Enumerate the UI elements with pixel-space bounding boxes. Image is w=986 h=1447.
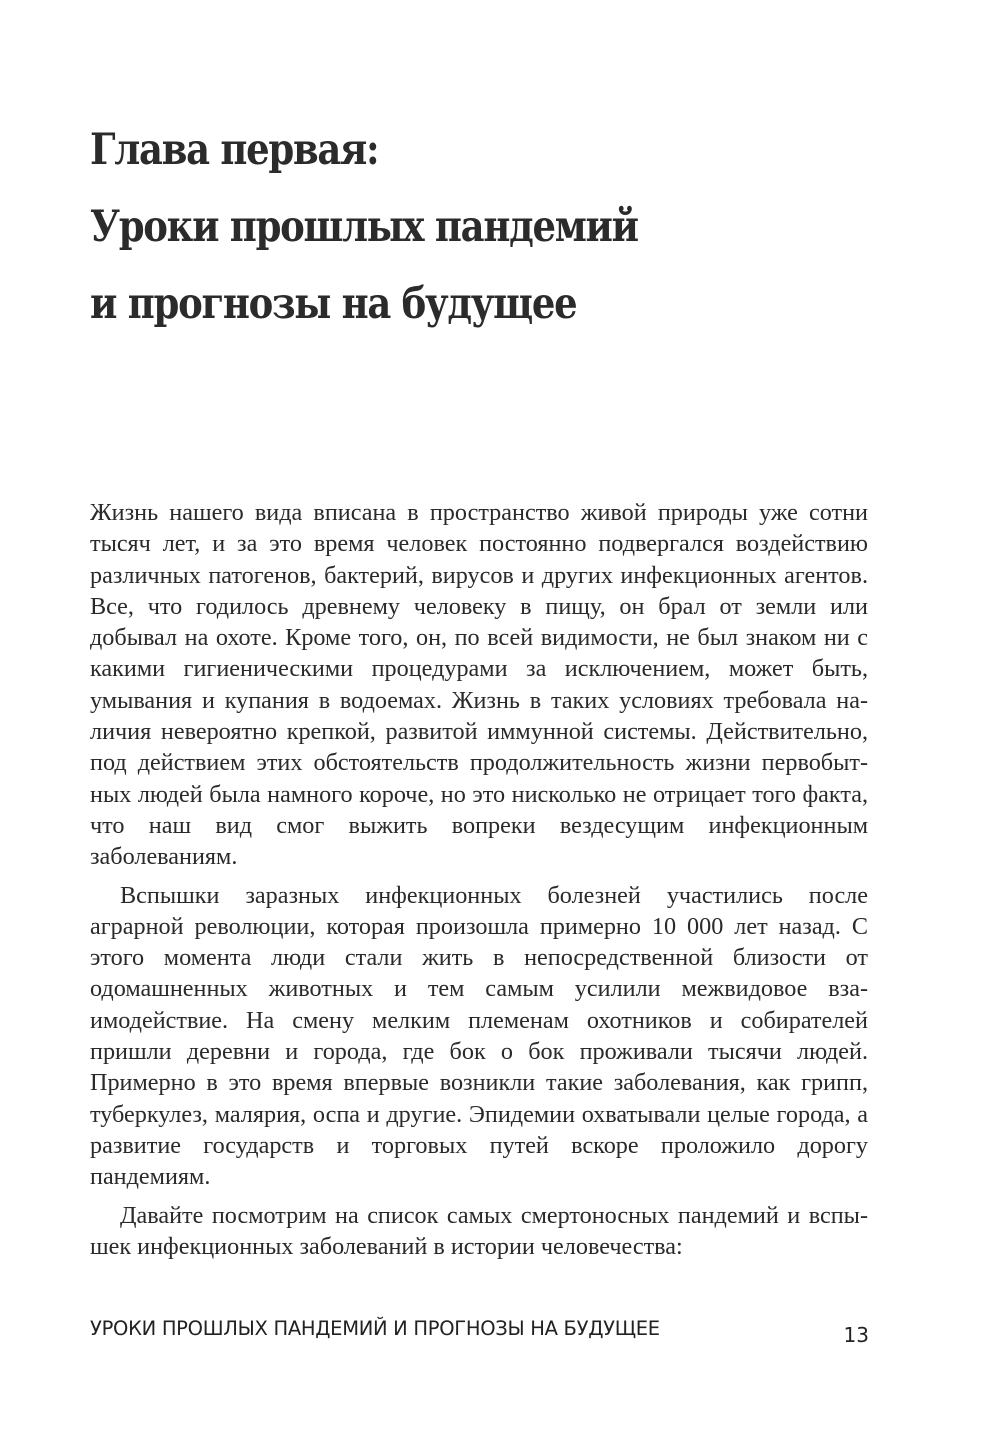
chapter-title <box>90 112 795 343</box>
running-footer-title: УРОКИ ПРОШЛЫХ ПАНДЕМИЙ И ПРОГНОЗЫ НА БУДУЩЕЕ <box>90 1317 660 1340</box>
chapter-title-line-1: Глава первая: <box>90 125 379 175</box>
paragraph-3: Давайте посмотрим на список самых смертоносных пандемий и вспышек инфекционных заболеваний в истории человечества: <box>90 1201 868 1260</box>
body-text <box>90 497 868 1262</box>
chapter-title-line-3: и прогнозы на будущее <box>90 279 577 329</box>
paragraph-2: Вспышки заразных инфекционных болезней участились после аграрной революции, которая произошла примерно 10 000 лет назад. С этого момента люди стали жить в непосредственной близости от одомашненных животных и тем самым усилили межвидовое взаимодействие. На смену мелким племенам охотников и собирателей пришли деревни и города, где бок о бок проживали тысячи людей. Примерно в это время впервые возникли такие заболевания, как грипп, туберкулез, малярия, оспа и другие. Эпидемии охватывали целые города, а развитие государств и торговых путей вскоре проложило дорогу пандемиям. <box>90 881 868 1191</box>
page-number: 13 <box>843 1323 869 1347</box>
paragraph-1: Жизнь нашего вида вписана в пространство живой природы уже сотни тысяч лет, и за это время человек постоянно подвергался воздействию различных патогенов, бактерий, вирусов и других инфекционных агентов. Все, что годилось древнему человеку в пищу, он брал от земли или добывал на охоте. Кроме того, он, по всей видимости, не был знаком ни с какими гигиеническими процедурами за исключением, может быть, умывания и купания в водоемах. Жизнь в таких условиях требовала наличия невероятно крепкой, развитой иммунной системы. Действительно, под действием этих обстоятельств продолжительность жизни первобытных людей была намного короче, но это нисколько не отрицает того факта, что наш вид смог выжить вопреки вездесущим инфекционным заболеваниям. <box>90 499 868 871</box>
chapter-title-line-2: Уроки прошлых пандемий <box>90 202 638 252</box>
